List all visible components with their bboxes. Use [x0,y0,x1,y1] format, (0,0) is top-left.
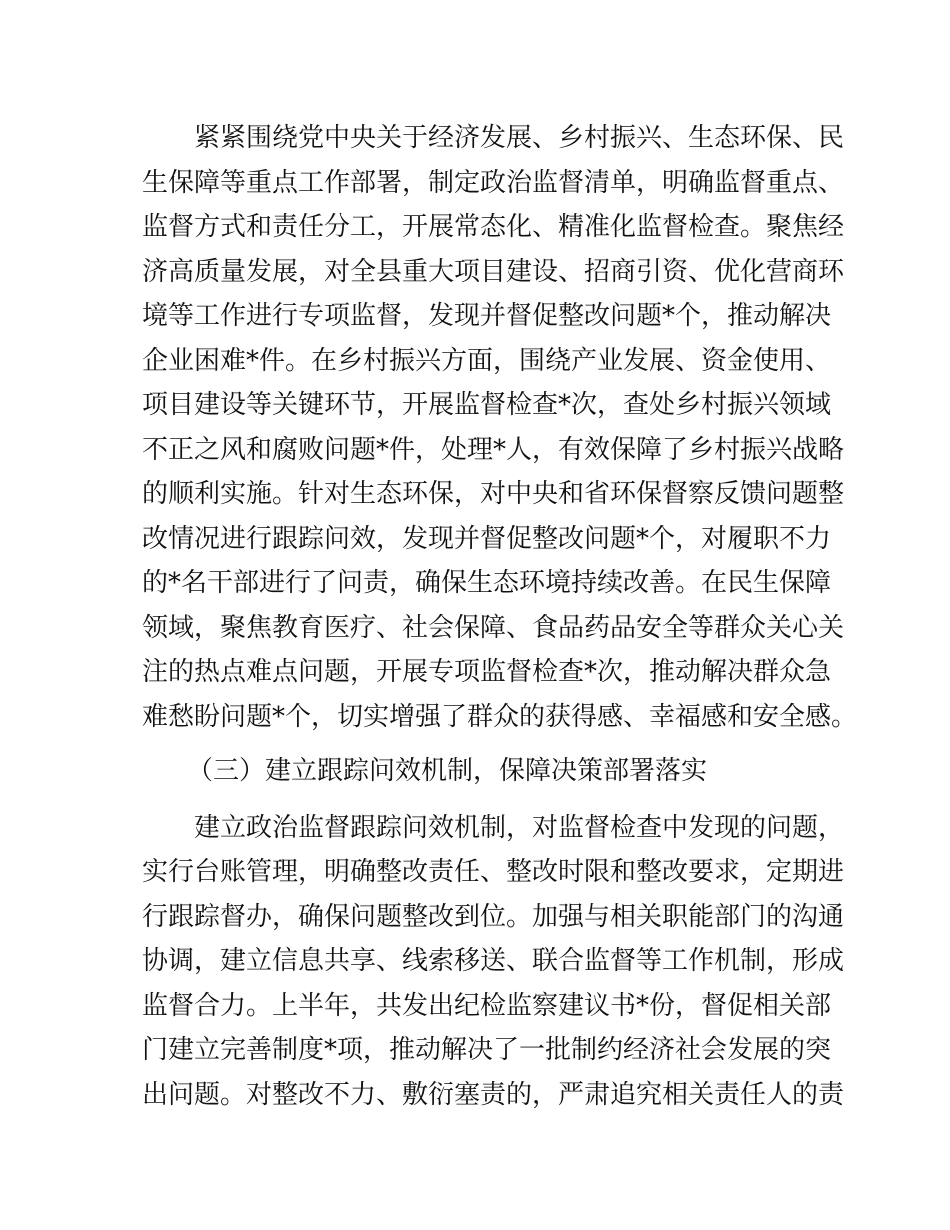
text-line: 难愁盼问题*个，切实增强了群众的获得感、幸福感和安全感。 [142,701,858,732]
text-line: 企业困难*件。在乡村振兴方面，围绕产业发展、资金使用、 [142,345,832,376]
text-line: 协调，建立信息共享、线索移送、联合监督等工作机制，形成 [142,946,845,976]
text-line: 境等工作进行专项监督，发现并督促整改问题*个，推动解决 [142,301,832,331]
text-line: 门建立完善制度*项，推动解决了一批制约经济社会发展的突 [142,1035,832,1065]
text-line: 出问题。对整改不力、敷衍塞责的，严肃追究相关责任人的责 [142,1079,845,1110]
paragraph-political-supervision [142,116,858,739]
text-line: 的顺利实施。针对生态环保，对中央和省环保督察反馈问题整 [142,479,845,509]
text-line: 实行台账管理，明确整改责任、整改时限和整改要求，定期进 [142,857,845,887]
text-line: 紧紧围绕党中央关于经济发展、乡村振兴、生态环保、民 [142,123,845,153]
text-line: 项目建设等关键环节，开展监督检查*次，查处乡村振兴领域 [142,390,832,420]
text-line: 的*名干部进行了问责，确保生态环境持续改善。在民生保障 [142,568,832,598]
text-line: 领域，聚焦教育医疗、社会保障、食品药品安全等群众关心关 [142,612,845,643]
text-line: 建立政治监督跟踪问效机制，对监督检查中发现的问题， [142,812,845,843]
text-line: 改情况进行跟踪问效，发现并督促整改问题*个，对履职不力 [142,523,832,554]
text-line: 注的热点难点问题，开展专项监督检查*次，推动解决群众急 [142,657,832,687]
document-body [142,116,858,1117]
text-line: 济高质量发展，对全县重大项目建设、招商引资、优化营商环 [142,256,845,287]
paragraph-tracking-mechanism [142,806,845,1118]
text-line: 监督方式和责任分工，开展常态化、精准化监督检查。聚焦经 [142,212,845,242]
text-line: 生保障等重点工作部署，制定政治监督清单，明确监督重点、 [142,167,845,198]
text-line: 不正之风和腐败问题*件，处理*人，有效保障了乡村振兴战略 [142,434,845,465]
text-line: 行跟踪督办，确保问题整改到位。加强与相关职能部门的沟通 [142,901,845,932]
section-heading: （三）建立跟踪问效机制，保障决策部署落实 [187,756,708,786]
text-line: 监督合力。上半年，共发出纪检监察建议书*份，督促相关部 [142,990,832,1021]
